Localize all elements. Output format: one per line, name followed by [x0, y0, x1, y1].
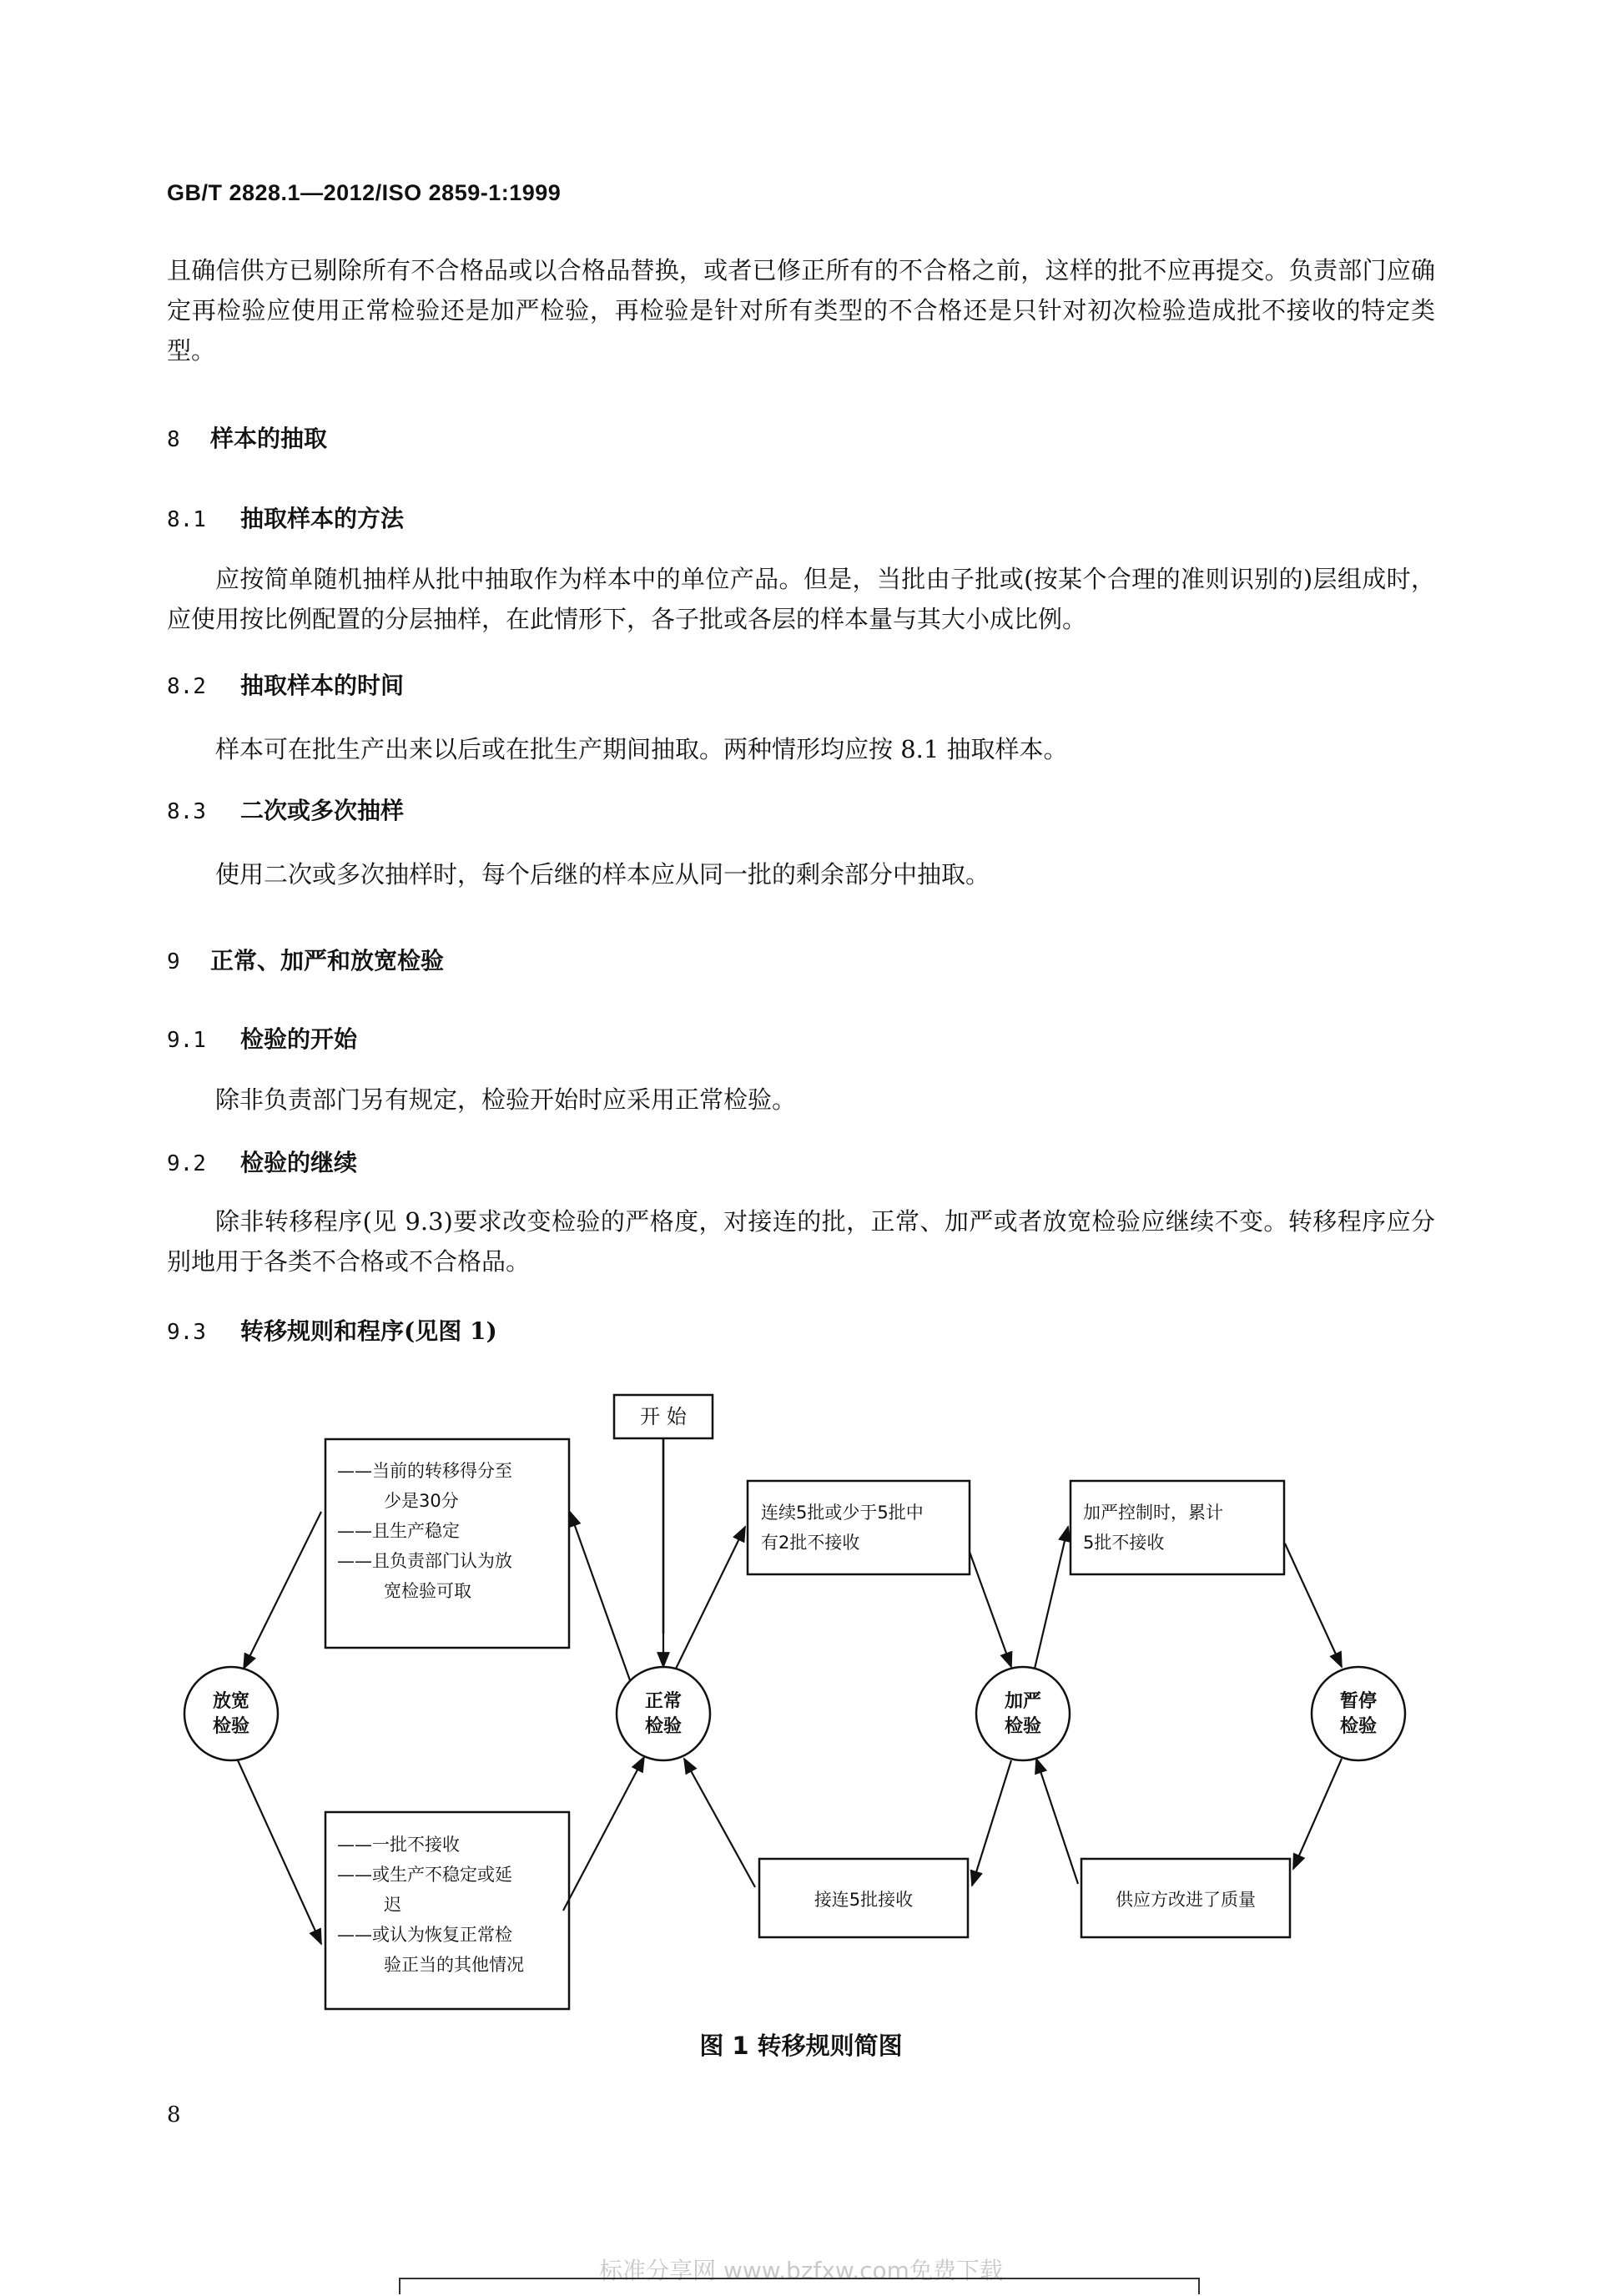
section-number: 9.2: [167, 1151, 206, 1176]
reduced-label-2: 检验: [212, 1716, 250, 1737]
section-8-3-body: 使用二次或多次抽样时，每个后继的样本应从同一批的剩余部分中抽取。: [215, 860, 990, 889]
tightened-to-suspended-box: [1071, 1481, 1284, 1574]
section-title: 检验的继续: [240, 1149, 358, 1176]
page-number: 8: [167, 2102, 181, 2127]
bottom-frame: [399, 2278, 1200, 2294]
arrow-normal-to-tightened-box: [676, 1527, 745, 1669]
section-number: 8: [167, 427, 180, 452]
section-number: 9.3: [167, 1320, 206, 1345]
figure-caption: 图 1 转移规则简图: [699, 2032, 903, 2060]
reduced-inspection-circle: [184, 1667, 278, 1760]
arrow-box-to-normal: [563, 1757, 644, 1911]
intro-paragraph: 且确信供方已剔除所有不合格品或以合格品替换，或者已修正所有的不合格之前，这样的批不应再提交。负责部门应确定再检验应使用正常检验还是加严检验，再检验是针对所有类型的不合格还是只针对初次检验造成批不接收的特定类型。: [167, 256, 1435, 365]
tightened-inspection-circle: [976, 1667, 1070, 1760]
arrow-box-to-normal-2: [684, 1759, 755, 1887]
n2r-line-2: 少是30分: [384, 1491, 459, 1511]
section-number: 8.1: [167, 507, 206, 532]
watermark: 标准分享网 www.bzfxw.com免费下载: [599, 2257, 1003, 2284]
arrow-box-to-tightened-2: [1036, 1759, 1078, 1884]
arrow-box-to-tightened: [970, 1552, 1011, 1667]
section-8-2-body: 样本可在批生产出来以后或在批生产期间抽取。两种情形均应按 8.1 抽取样本。: [215, 735, 1068, 763]
t2s-line-2: 5批不接收: [1083, 1533, 1165, 1553]
r2n-line-1: ——一批不接收: [337, 1835, 460, 1855]
suspended-label-1: 暂停: [1339, 1691, 1378, 1712]
standard-number-header: GB/T 2828.1—2012/ISO 2859-1:1999: [167, 180, 562, 205]
arrow-normal-to-box: [570, 1512, 630, 1680]
arrow-box-to-suspended: [1285, 1543, 1342, 1667]
normal-label-2: 检验: [644, 1716, 683, 1737]
t2n-line-1: 接连5批接收: [814, 1890, 914, 1910]
normal-to-tightened-box: [748, 1481, 970, 1574]
t2s-line-1: 加严控制时，累计: [1083, 1503, 1223, 1523]
tightened-label-1: 加严: [1004, 1691, 1042, 1712]
n2r-line-4: ——且负责部门认为放: [337, 1551, 512, 1571]
r2n-line-3: 迟: [384, 1895, 401, 1915]
section-title: 检验的开始: [240, 1025, 358, 1053]
section-9-1-body: 除非负责部门另有规定，检验开始时应采用正常检验。: [215, 1085, 797, 1114]
suspended-label-2: 检验: [1339, 1716, 1378, 1737]
section-9-2-body: 除非转移程序(见 9.3)要求改变检验的严格度，对接连的批，正常、加严或者放宽检验应继续不变。转移程序应分别地用于各类不合格或不合格品。: [167, 1207, 1435, 1276]
section-number: 9: [167, 949, 180, 974]
arrow-to-reduced: [244, 1512, 321, 1669]
tightened-label-2: 检验: [1004, 1716, 1042, 1737]
arrow-tightened-to-suspended-box: [1035, 1527, 1068, 1669]
arrow-reduced-to-box: [238, 1760, 321, 1944]
n2t-line-2: 有2批不接收: [761, 1533, 860, 1553]
r2n-line-5: 验正当的其他情况: [384, 1955, 524, 1975]
suspended-inspection-circle: [1312, 1667, 1405, 1760]
section-title: 二次或多次抽样: [240, 797, 405, 824]
section-title: 转移规则和程序(见图 1): [240, 1317, 497, 1345]
r2n-line-2: ——或生产不稳定或延: [337, 1865, 512, 1885]
arrow-tightened-to-box: [972, 1760, 1011, 1886]
section-number: 8.2: [167, 674, 206, 699]
section-title: 抽取样本的方法: [240, 505, 405, 532]
section-title: 样本的抽取: [210, 425, 328, 452]
section-number: 9.1: [167, 1028, 206, 1053]
n2r-line-5: 宽检验可取: [384, 1581, 471, 1601]
start-label: 开 始: [640, 1405, 687, 1428]
section-number: 8.3: [167, 799, 206, 824]
s2t-line-1: 供应方改进了质量: [1116, 1890, 1256, 1910]
section-8-1-body: 应按简单随机抽样从批中抽取作为样本中的单位产品。但是，当批由子批或(按某个合理的准则识别的)层组成时，应使用按比例配置的分层抽样，在此情形下，各子批或各层的样本量与其大小成比例。: [167, 565, 1435, 633]
section-title: 正常、加严和放宽检验: [210, 947, 445, 974]
arrow-suspended-to-box: [1293, 1759, 1342, 1869]
n2t-line-1: 连续5批或少于5批中: [761, 1503, 924, 1523]
reduced-label-1: 放宽: [212, 1691, 250, 1712]
section-title: 抽取样本的时间: [240, 672, 405, 699]
normal-label-1: 正常: [644, 1691, 683, 1712]
r2n-line-4: ——或认为恢复正常检: [337, 1925, 512, 1945]
n2r-line-3: ——且生产稳定: [337, 1521, 460, 1541]
normal-inspection-circle: [617, 1667, 710, 1760]
n2r-line-1: ——当前的转移得分至: [337, 1461, 512, 1481]
